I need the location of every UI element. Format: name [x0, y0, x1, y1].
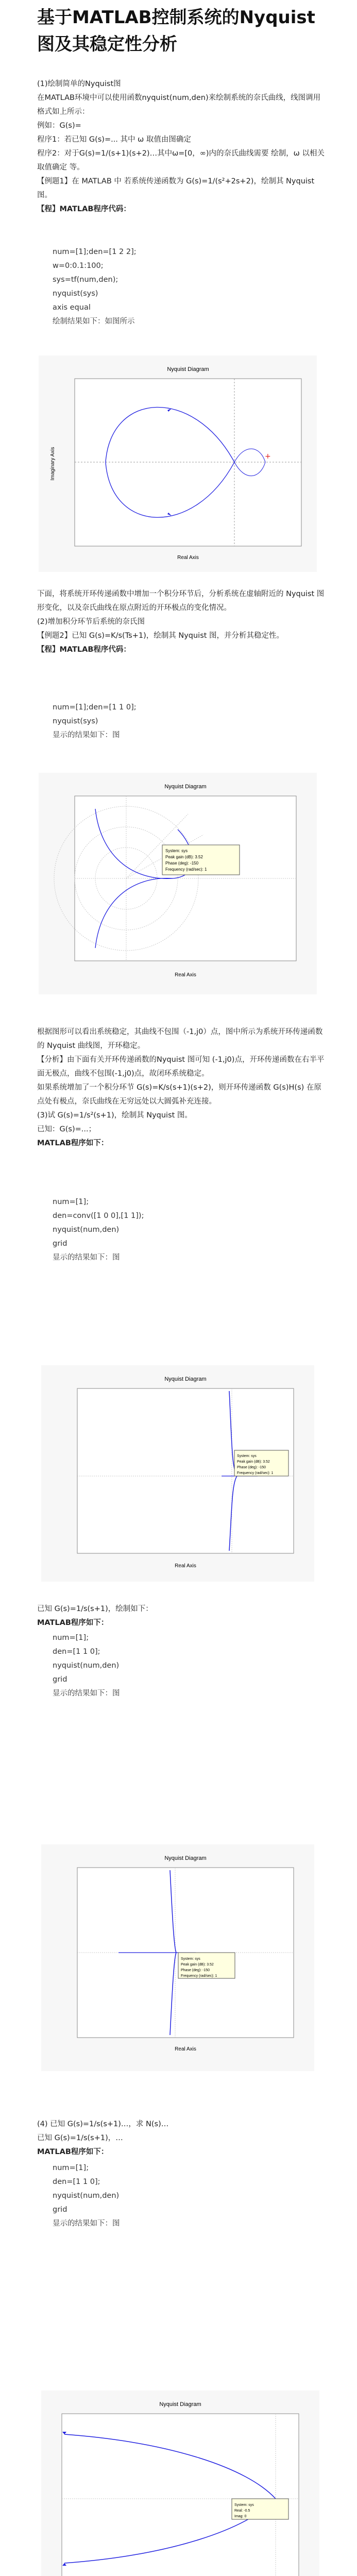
nyquist-plot-4: [41, 1844, 314, 2071]
paragraph: 已知 G(s)=1/s(s+1)，绘制如下：: [37, 1605, 153, 1613]
code-line: grid: [53, 2206, 67, 2214]
code-block-4: [37, 1631, 326, 1701]
data-tip-line: System: sys: [234, 2503, 254, 2507]
svg-text:+: +: [265, 452, 271, 461]
code-label: MATLAB程序如下：: [37, 1619, 109, 1627]
nyquist-plot-2: [39, 773, 317, 994]
data-tip-line: Frequency (rad/sec): 1: [165, 867, 207, 872]
code-line: 显示的结果如下：图: [53, 1689, 120, 1698]
nyquist-plot-5: [41, 2391, 319, 2576]
nyquist-plot-1: [39, 355, 317, 572]
data-tip-line: Peak gain (dB): 3.52: [237, 1460, 270, 1464]
code-line: num=[1];: [53, 1634, 89, 1642]
code-label: MATLAB程序如下：: [37, 2148, 109, 2156]
code-line: grid: [53, 1240, 67, 1248]
code-line: axis equal: [53, 303, 91, 312]
section-2-text: [37, 587, 326, 657]
nyquist-figure-4: [41, 1844, 314, 2071]
nyquist-figure-3: [41, 1365, 314, 1582]
code-line: grid: [53, 1675, 67, 1684]
paragraph: 【分析】由下面有关开环传递函数的Nyquist 图可知 (-1,j0)点，开环传递函数在右半平面无极点，曲线不包围(-1,j0)点，故闭环系统稳定。: [37, 1056, 325, 1078]
paragraph: 【例题2】已知 G(s)=K/s(Ts+1)，绘制其 Nyquist 图，并分析其稳定性。: [37, 632, 284, 640]
data-tip-line: System: sys: [237, 1454, 257, 1458]
data-tip-line: Imag: 0: [234, 2515, 247, 2518]
x-axis-label: Real Axis: [175, 2046, 196, 2052]
paragraph: 例如：G(s)=: [37, 122, 81, 130]
code-line: num=[1];den=[1 2 2];: [53, 248, 137, 256]
paragraph: 下面，将系统开环传递函数中增加一个积分环节后，分析系统在虚轴附近的 Nyquist 图形变化，以及奈氏曲线在原点附近的开环极点的变化情况。: [37, 590, 325, 612]
code-line: num=[1];: [53, 2164, 89, 2172]
plot-title: Nyquist Diagram: [164, 784, 207, 790]
code-line: 显示的结果如下：图: [53, 2219, 120, 2228]
code-line: den=[1 1 0];: [53, 1648, 100, 1656]
code-block-3: [37, 1195, 326, 1265]
code-line: w=0:0.1:100;: [53, 262, 104, 270]
code-line: nyquist(num,den): [53, 1226, 120, 1234]
code-line: num=[1];den=[1 1 0];: [53, 703, 137, 711]
section-heading: (2)增加积分环节后系统的奈氏图: [37, 618, 145, 626]
code-line: den=[1 1 0];: [53, 2178, 100, 2186]
plot-title: Nyquist Diagram: [164, 1855, 207, 1861]
code-line: sys=tf(num,den);: [53, 276, 118, 284]
plot-title: Nyquist Diagram: [167, 366, 209, 372]
data-tip-line: Phase (deg): -150: [165, 861, 199, 866]
code-label: 【程】MATLAB程序代码：: [37, 646, 131, 654]
data-tip-line: Real: -0.5: [234, 2509, 250, 2513]
x-axis-label: Real Axis: [177, 555, 199, 561]
data-tip-line: System: sys: [181, 1957, 200, 1961]
x-axis-label: Real Axis: [175, 972, 196, 978]
x-axis-label: Real Axis: [175, 1563, 196, 1569]
data-tip-line: Phase (deg): -150: [181, 1969, 210, 1972]
data-tip-line: Phase (deg): -150: [237, 1466, 266, 1469]
nyquist-figure-5: [41, 2391, 319, 2576]
nyquist-plot-3: [41, 1365, 314, 1582]
paragraph: 【例题1】在 MATLAB 中 若系统传递函数为 G(s)=1/(s²+2s+2)，绘制其 Nyquist 图。: [37, 177, 317, 199]
code-label: MATLAB程序如下：: [37, 1139, 109, 1147]
data-tip-line: Peak gain (dB): 3.52: [165, 855, 203, 859]
code-line: nyquist(sys): [53, 717, 98, 725]
code-line: nyquist(num,den): [53, 2192, 120, 2200]
section-5-text: [37, 2117, 326, 2159]
nyquist-figure-1: [39, 355, 317, 572]
code-line: 显示的结果如下：图: [53, 1253, 120, 1262]
code-line: den=conv([1 0 0],[1 1]);: [53, 1212, 144, 1220]
paragraph: 在MATLAB环境中可以使用函数nyquist(num,den)来绘制系统的奈氏曲线，线图调用格式如上所示：: [37, 94, 321, 116]
y-axis-label: Imaginary Axis: [50, 447, 56, 481]
paragraph: 已知：G(s)=...；: [37, 1125, 96, 1133]
paragraph: (4) 已知 G(s)=1/s(s+1)…，求 N(s)…: [37, 2120, 169, 2128]
paragraph: 程序2：对于G(s)=1/(s+1)(s+2)…其中ω=[0，∞)内的奈氏曲线需要 绘制，ω 以相关取值确定 等。: [37, 149, 325, 172]
paragraph: 程序1：若已知 G(s)=... 其中 ω 取值由图确定: [37, 135, 191, 144]
data-tip-line: Frequency (rad/sec): 1: [181, 1974, 217, 1978]
section-heading: (1)绘制简单的Nyquist图: [37, 80, 121, 88]
code-line: nyquist(sys): [53, 290, 98, 298]
code-line: nyquist(num,den): [53, 1662, 120, 1670]
code-line: 显示的结果如下：图: [53, 731, 120, 739]
document-title: 基于MATLAB控制系统的Nyquist图及其稳定性分析: [37, 7, 315, 55]
data-tip-line: System: sys: [165, 849, 188, 853]
code-block-5: [37, 2161, 326, 2231]
paragraph: (3)试 G(s)=1/s²(s+1)，绘制其 Nyquist 图。: [37, 1111, 192, 1120]
data-tip-line: Peak gain (dB): 3.52: [181, 1963, 214, 1967]
code-line: num=[1];: [53, 1198, 89, 1206]
code-block-2: [37, 701, 326, 742]
paragraph: 根据图形可以看出系统稳定，其曲线不包围（-1,j0）点，图中所示为系统开环传递函数的 Nyquist 曲线图，开环稳定。: [37, 1028, 323, 1050]
plot-title: Nyquist Diagram: [164, 1376, 207, 1382]
paragraph: 已知 G(s)=1/s(s+1)，…: [37, 2134, 123, 2142]
data-tip-line: Frequency (rad/sec): 1: [237, 1471, 274, 1475]
plot-title: Nyquist Diagram: [159, 2401, 201, 2408]
section-4-text: [37, 1602, 326, 1630]
code-block-1: [37, 245, 326, 329]
section-1-text: [37, 77, 326, 216]
section-3-text: [37, 1025, 326, 1150]
code-line: 绘制结果如下：如图所示: [53, 317, 135, 326]
paragraph: 如果系统增加了一个积分环节 G(s)=K/s(s+1)(s+2)，则开环传递函数 G(s)H(s) 在原点处有极点，奈氏曲线在无穷远处以大圆弧补充连接。: [37, 1083, 321, 1106]
code-label: 【程】MATLAB程序代码：: [37, 205, 131, 213]
nyquist-figure-2: [39, 773, 317, 994]
